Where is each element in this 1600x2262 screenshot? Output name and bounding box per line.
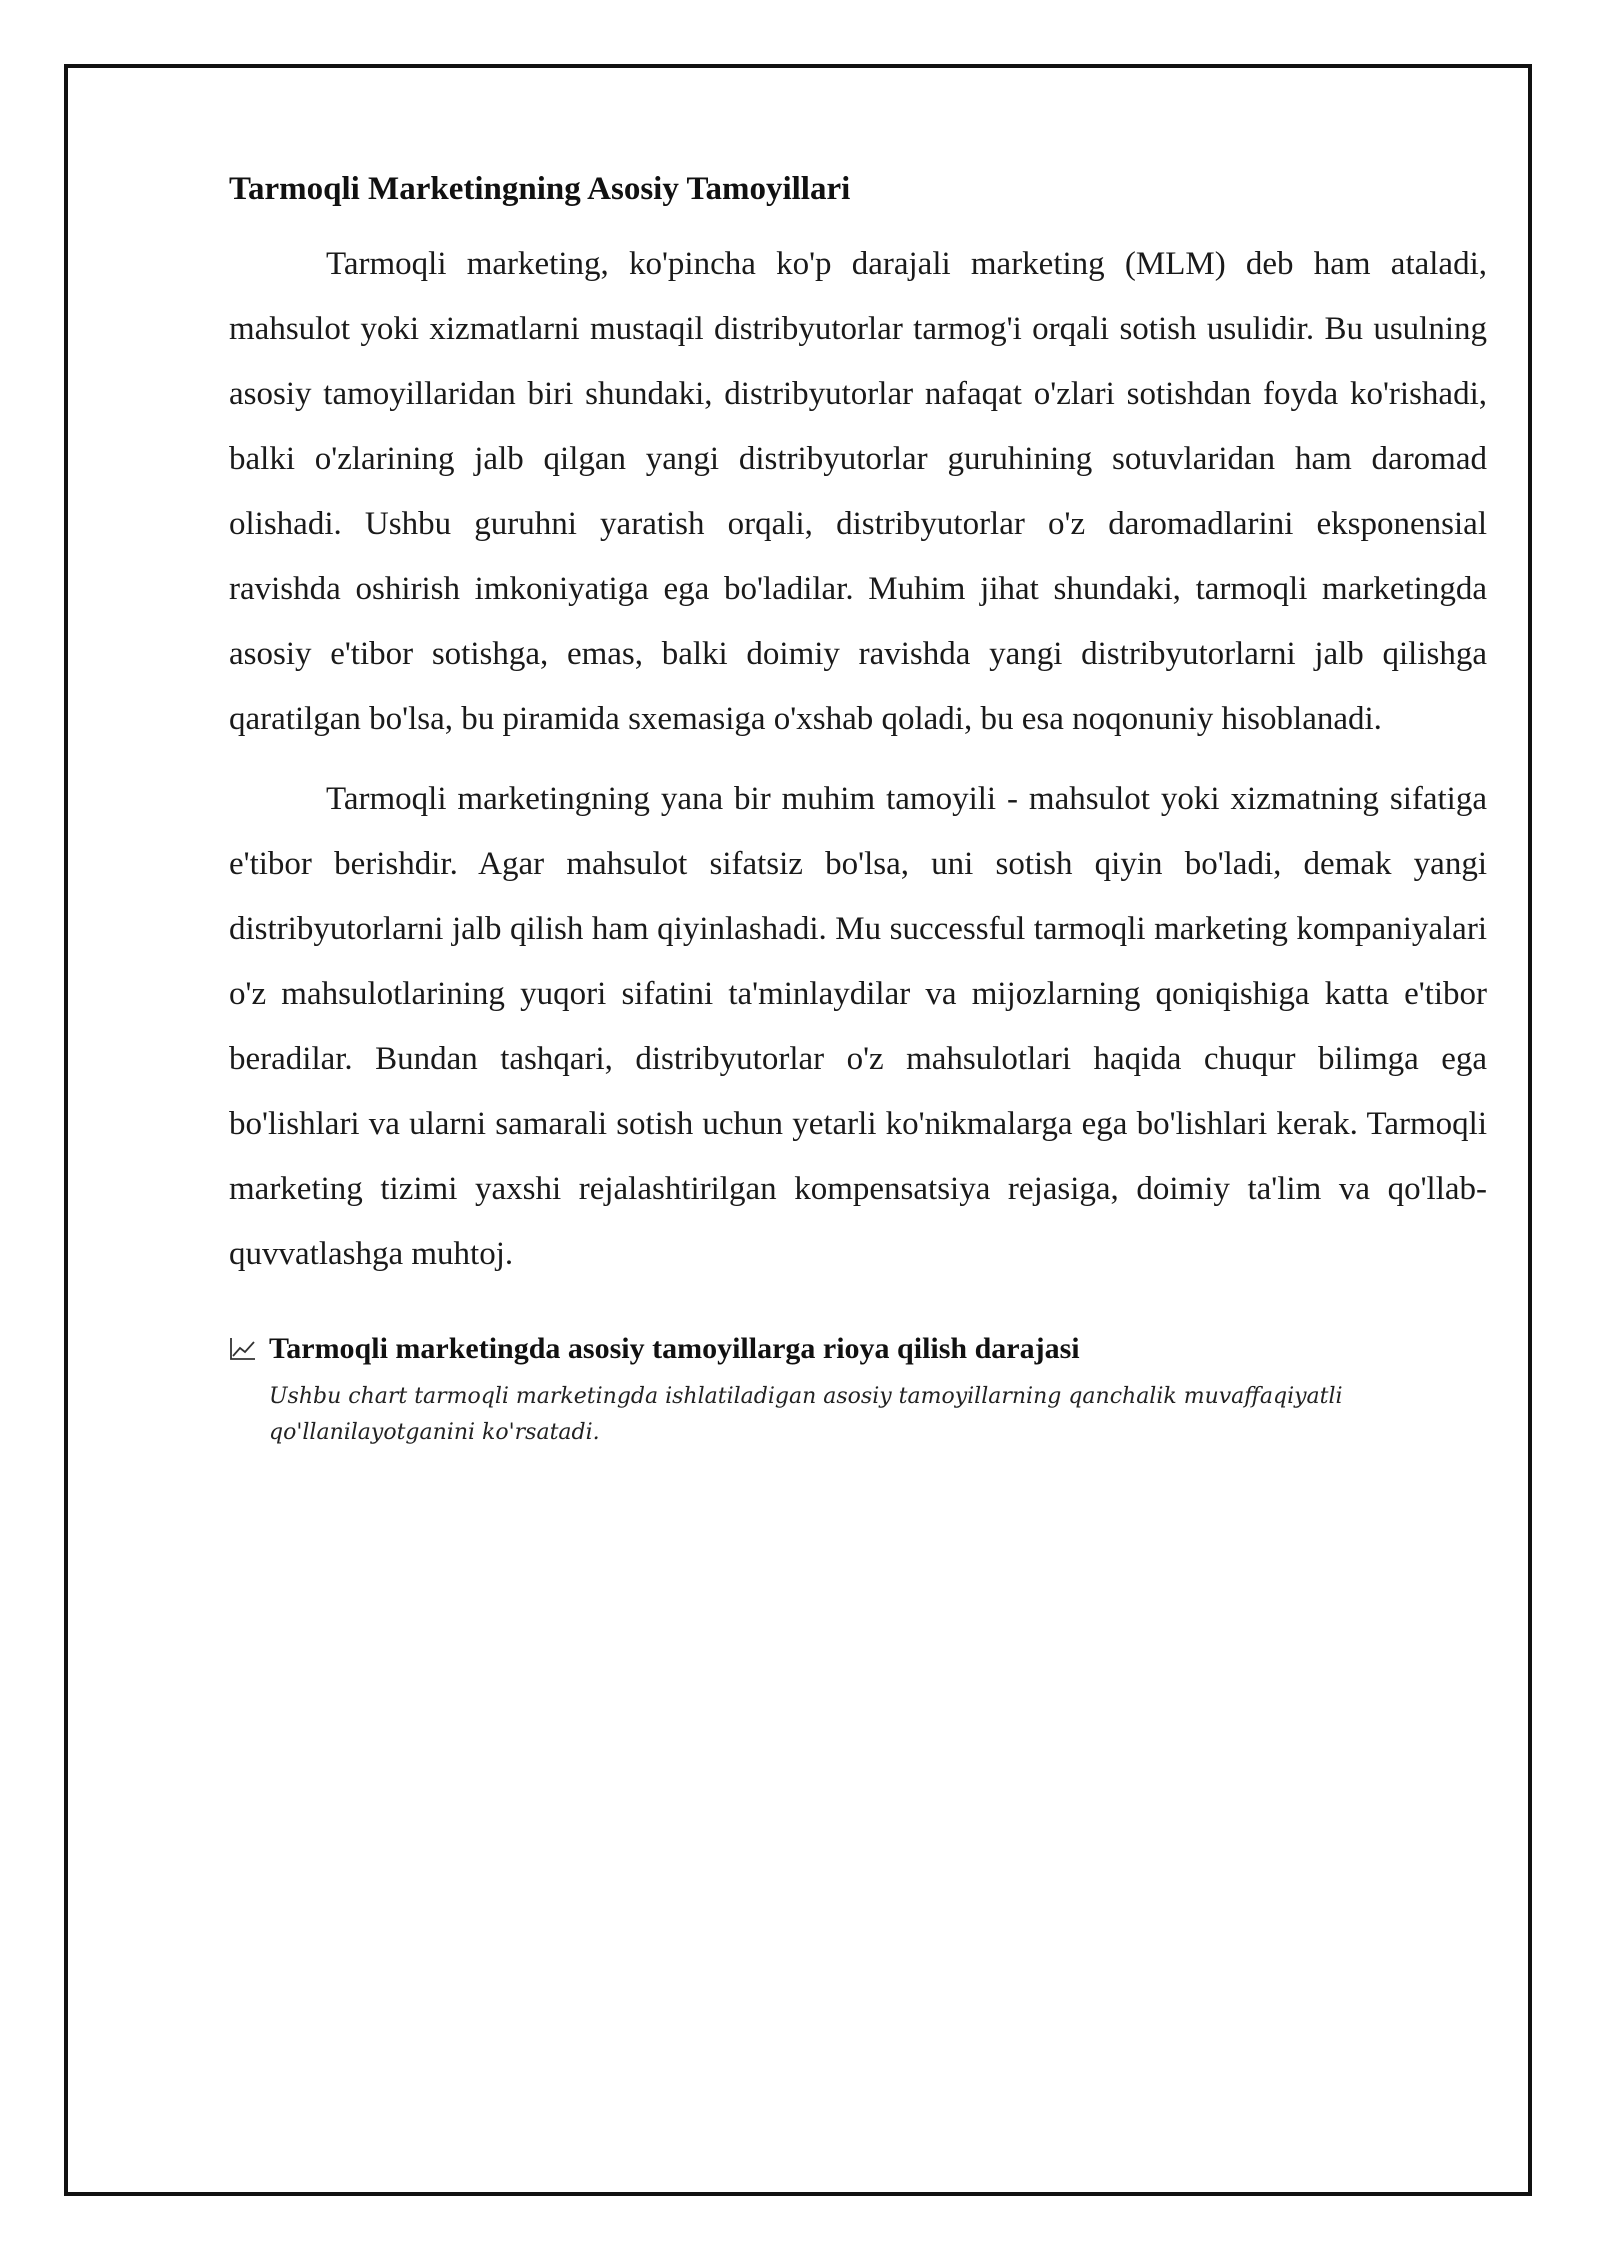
line-chart-icon [229,1336,257,1362]
chart-title: Tarmoqli marketingda asosiy tamoyillarga rioya qilish darajasi [269,1331,1080,1365]
document-heading: Tarmoqli Marketingning Asosiy Tamoyillari [229,171,851,207]
document-body [229,170,1487,1451]
paragraph-2: Tarmoqli marketingning yana bir muhim tamoyili - mahsulot yoki xizmatning sifatiga e'tibor berishdir. Agar mahsulot sifatsiz bo'lsa, uni sotish qiyin bo'ladi, demak yangi distribyutorlarni jalb qilish ham qiyinlashadi. Mu successful tarmoqli marketing kompaniyalari o'z mahsulotlarining yuqori sifatini ta'minlaydilar va mijozlarning qoniqishiga katta e'tibor beradilar. Bundan tashqari, distribyutorlar o'z mahsulotlari haqida chuqur bilimga ega bo'lishlari va ularni samarali sotish uchun yetarli ko'nikmalarga ega bo'lishlari kerak. Tarmoqli marketing tizimi yaxshi rejalashtirilgan kompensatsiya rejasiga, doimiy ta'lim va qo'llab-quvvatlashga muhtoj. [229,780,1487,1272]
chart-title-row [229,1331,1487,1367]
paragraph-1: Tarmoqli marketing, ko'pincha ko'p darajali marketing (MLM) deb ham ataladi, mahsulot yoki xizmatlarni mustaqil distribyutorlar tarmog'i orqali sotish usulidir. Bu usulning asosiy tamoyillaridan biri shundaki, distribyutorlar nafaqat o'zlari sotishdan foyda ko'rishadi, balki o'zlarining jalb qilgan yangi distribyutorlar guruhining sotuvlaridan ham daromad olishadi. Ushbu guruhni yaratish orqali, distribyutorlar o'z daromadlarini eksponensial ravishda oshirish imkoniyatiga ega bo'ladilar. Muhim jihat shundaki, tarmoqli marketingda asosiy e'tibor sotishga, emas, balki doimiy ravishda yangi distribyutorlarni jalb qilishga qaratilgan bo'lsa, bu piramida sxemasiga o'xshab qoladi, bu esa noqonuniy hisoblanadi. [229,245,1487,737]
chart-caption: Ushbu chart tarmoqli marketingda ishlatiladigan asosiy tamoyillarning qanchalik muvaffaqiyatli qo'llanilayotganini ko'rsatadi. [269,1383,1343,1445]
